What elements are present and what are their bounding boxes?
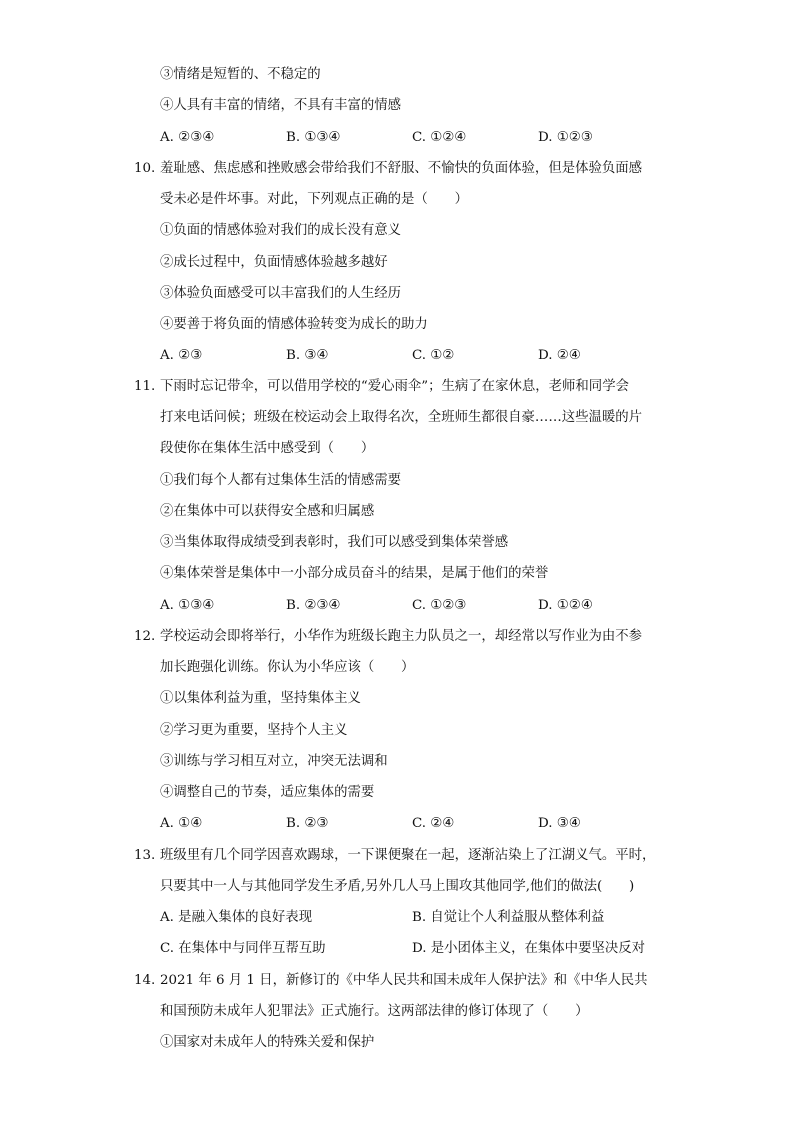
q11-item-4: ④集体荣誉是集体中一小部分成员奋斗的结果，是属于他们的荣誉 xyxy=(160,566,549,581)
q11-option-c: C. ①②③ xyxy=(412,598,467,613)
q9-option-b: B. ①③④ xyxy=(286,130,341,145)
q9-option-d: D. ①②③ xyxy=(538,130,593,145)
q13-stem-line-2: 只要其中一人与其他同学发生矛盾,另外几人马上围攻其他同学,他们的做法( ) xyxy=(160,879,635,894)
q12-option-b: B. ②③ xyxy=(286,816,329,831)
q11-option-a: A. ①③④ xyxy=(160,598,215,613)
q13-option-b: B. 自觉让个人利益服从整体利益 xyxy=(412,910,605,925)
q10-stem-line-2: 受未必是件坏事。对此，下列观点正确的是（ ） xyxy=(160,192,468,207)
q12-stem-line-2: 加长跑强化训练。你认为小华应该（ ） xyxy=(160,660,415,675)
q12-item-2: ②学习更为重要，坚持个人主义 xyxy=(160,723,348,738)
q14-item-1: ①国家对未成年人的特殊关爱和保护 xyxy=(160,1035,375,1050)
q12-option-d: D. ③④ xyxy=(538,816,581,831)
q10-number: 10. xyxy=(134,161,156,176)
q10-item-3: ③体验负面感受可以丰富我们的人生经历 xyxy=(160,286,402,301)
q12-stem-line-1: 学校运动会即将举行，小华作为班级长跑主力队员之一，却经常以写作业为由不参 xyxy=(160,629,643,644)
q9-option-c: C. ①②④ xyxy=(412,130,467,145)
q11-option-d: D. ①②④ xyxy=(538,598,593,613)
q13-number: 13. xyxy=(134,848,156,863)
q10-option-a: A. ②③ xyxy=(160,348,203,363)
q11-item-1: ①我们每个人都有过集体生活的情感需要 xyxy=(160,473,402,488)
q10-option-b: B. ③④ xyxy=(286,348,329,363)
q11-stem-line-1: 下雨时忘记带伞，可以借用学校的“爱心雨伞”；生病了在家休息，老师和同学会 xyxy=(160,379,629,394)
q11-stem-line-2: 打来电话问候；班级在校运动会上取得名次，全班师生都很自豪……这些温暖的片 xyxy=(160,410,643,425)
q13-option-d: D. 是小团体主义，在集体中要坚决反对 xyxy=(412,941,646,956)
q10-item-4: ④要善于将负面的情感体验转变为成长的助力 xyxy=(160,317,428,332)
q11-item-3: ③当集体取得成绩受到表彰时，我们可以感受到集体荣誉感 xyxy=(160,535,509,550)
q9-option-a: A. ②③④ xyxy=(160,130,215,145)
q12-item-4: ④调整自己的节奏，适应集体的需要 xyxy=(160,785,375,800)
q13-option-c: C. 在集体中与同伴互帮互助 xyxy=(160,941,326,956)
q10-option-c: C. ①② xyxy=(412,348,455,363)
q11-item-2: ②在集体中可以获得安全感和归属感 xyxy=(160,504,375,519)
q10-option-d: D. ②④ xyxy=(538,348,581,363)
q13-option-a: A. 是融入集体的良好表现 xyxy=(160,910,313,925)
q11-stem-line-3: 段使你在集体生活中感受到（ ） xyxy=(160,441,375,456)
q10-item-2: ②成长过程中，负面情感体验越多越好 xyxy=(160,255,388,270)
q14-stem-line-2: 和国预防未成年人犯罪法》正式施行。这两部法律的修订体现了（ ） xyxy=(160,1004,589,1019)
q12-option-a: A. ①④ xyxy=(160,816,203,831)
q12-number: 12. xyxy=(134,629,156,644)
q13-stem-line-1: 班级里有几个同学因喜欢踢球，一下课便聚在一起，逐渐沾染上了江湖义气。平时， xyxy=(160,848,656,863)
q12-option-c: C. ②④ xyxy=(412,816,455,831)
q11-option-b: B. ②③④ xyxy=(286,598,341,613)
q12-item-1: ①以集体利益为重，坚持集体主义 xyxy=(160,691,361,706)
q9-item-4: ④人具有丰富的情绪，不具有丰富的情感 xyxy=(160,98,402,113)
q9-item-3: ③情绪是短暂的、不稳定的 xyxy=(160,67,321,82)
q11-number: 11. xyxy=(134,379,156,394)
q14-number: 14. xyxy=(134,973,156,988)
q10-item-1: ①负面的情感体验对我们的成长没有意义 xyxy=(160,223,402,238)
q10-stem-line-1: 羞耻感、焦虑感和挫败感会带给我们不舒服、不愉快的负面体验，但是体验负面感 xyxy=(160,161,643,176)
q14-stem-line-1: 2021 年 6 月 1 日，新修订的《中华人民共和国未成年人保护法》和《中华人民共 xyxy=(160,973,648,988)
q12-item-3: ③训练与学习相互对立，冲突无法调和 xyxy=(160,754,388,769)
